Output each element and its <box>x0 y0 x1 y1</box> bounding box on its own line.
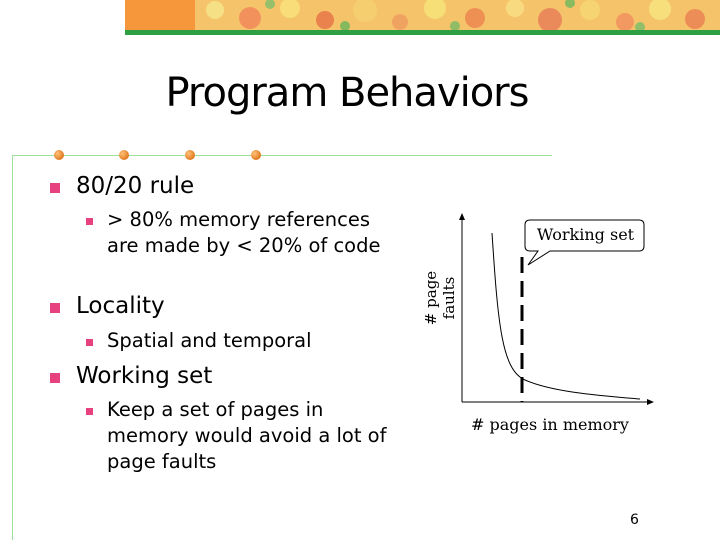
y-axis-label: # page faults <box>422 270 458 326</box>
bullet-marker <box>50 183 60 193</box>
divider-dot <box>251 150 261 160</box>
divider-dot <box>119 150 129 160</box>
horizontal-divider <box>12 155 552 156</box>
bullet-text-working-set: Working set <box>76 363 213 389</box>
divider-dot <box>185 150 195 160</box>
bullet-text-locality: Locality <box>76 293 165 319</box>
sub-bullet-marker <box>86 218 93 225</box>
flower-pattern-image <box>195 0 720 30</box>
bullet-marker <box>50 373 60 383</box>
bullet-text-rule: 80/20 rule <box>76 173 195 199</box>
vertical-divider <box>12 155 13 540</box>
page-fault-curve <box>492 233 640 399</box>
page-number: 6 <box>630 512 639 528</box>
sub-bullet-marker <box>86 408 93 415</box>
divider-dot <box>54 150 64 160</box>
y-axis-arrow <box>459 213 465 220</box>
x-axis-arrow <box>647 399 654 405</box>
sub-bullet-text: Keep a set of pages in memory would avoid a lot of page faults <box>107 398 387 473</box>
sub-bullet-text: > 80% memory references are made by < 20% of code <box>107 208 381 257</box>
slide-title: Program Behaviors <box>165 70 529 116</box>
green-rule <box>125 30 720 35</box>
bullet-marker <box>50 303 60 313</box>
working-set-annotation: Working set <box>536 225 635 244</box>
top-banner <box>125 0 720 30</box>
sub-bullet-text: Spatial and temporal <box>107 329 312 352</box>
x-axis-label: # pages in memory <box>471 415 629 434</box>
sub-bullet-marker <box>86 339 93 346</box>
